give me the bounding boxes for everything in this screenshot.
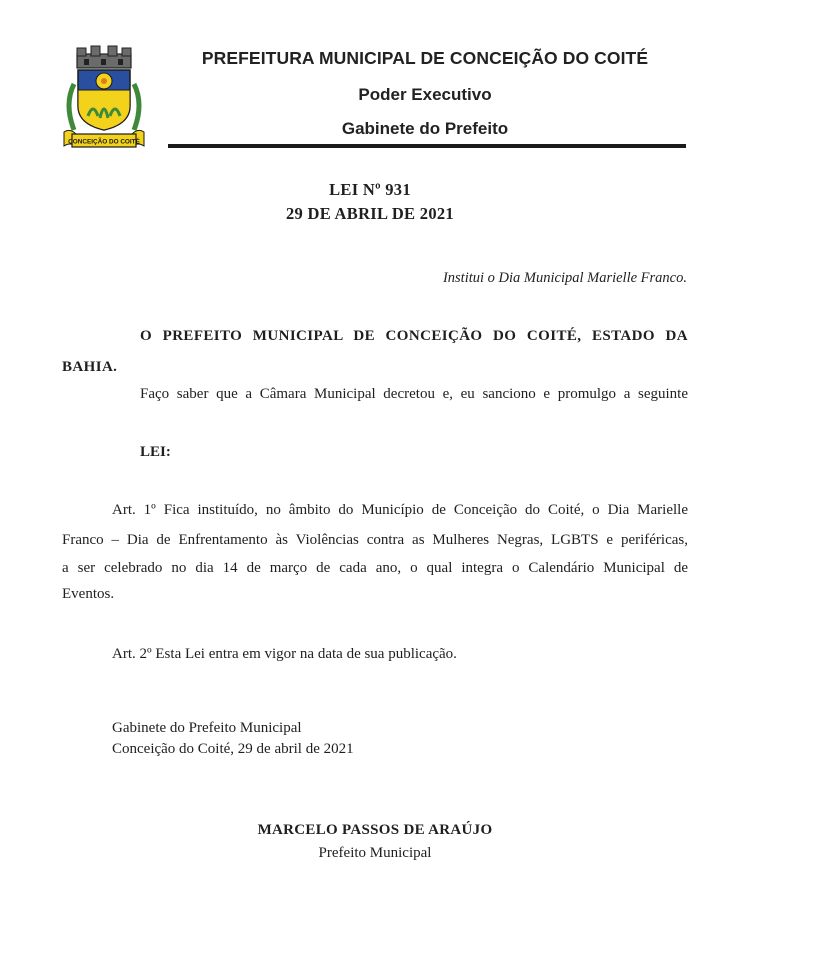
article-2: Art. 2º Esta Lei entra em vigor na data de sua publicação. bbox=[112, 646, 457, 662]
law-label: LEI: bbox=[140, 444, 171, 460]
crest-ribbon-text: CONCEIÇÃO DO COITÉ bbox=[68, 138, 140, 146]
closing-place-date: Conceição do Coité, 29 de abril de 2021 bbox=[112, 741, 354, 757]
closing-office: Gabinete do Prefeito Municipal bbox=[112, 720, 302, 736]
header-divider bbox=[168, 144, 686, 148]
article-1-line-3: a ser celebrado no dia 14 de março de cada ano, o qual integra o Calendário Municipal de bbox=[62, 560, 688, 576]
municipal-coat-of-arms-icon bbox=[60, 44, 148, 156]
decree-statement: Faço saber que a Câmara Municipal decretou e, eu sanciono e promulgo a seguinte bbox=[140, 386, 688, 402]
law-summary: Institui o Dia Municipal Marielle Franco. bbox=[442, 270, 687, 286]
executive-branch-title: Poder Executivo bbox=[358, 85, 492, 104]
article-1-line-4: Eventos. bbox=[62, 586, 115, 602]
signatory-name: MARCELO PASSOS DE ARAÚJO bbox=[257, 822, 493, 838]
law-date: 29 DE ABRIL DE 2021 bbox=[286, 204, 454, 223]
preamble-line-2: BAHIA. bbox=[62, 359, 118, 375]
article-1-line-2: Franco – Dia de Enfrentamento às Violências contra as Mulheres Negras, LGBTS e periféricas, bbox=[62, 532, 688, 548]
signatory-title: Prefeito Municipal bbox=[318, 845, 432, 861]
preamble-line-1: O PREFEITO MUNICIPAL DE CONCEIÇÃO DO COITÉ, ESTADO DA bbox=[140, 328, 688, 344]
law-number: LEI Nº 931 bbox=[329, 180, 411, 199]
office-title: Gabinete do Prefeito bbox=[341, 119, 509, 138]
municipality-title: PREFEITURA MUNICIPAL DE CONCEIÇÃO DO COITÉ bbox=[201, 48, 649, 68]
article-1-line-1: Art. 1º Fica instituído, no âmbito do Município de Conceição do Coité, o Dia Marielle bbox=[112, 502, 688, 518]
